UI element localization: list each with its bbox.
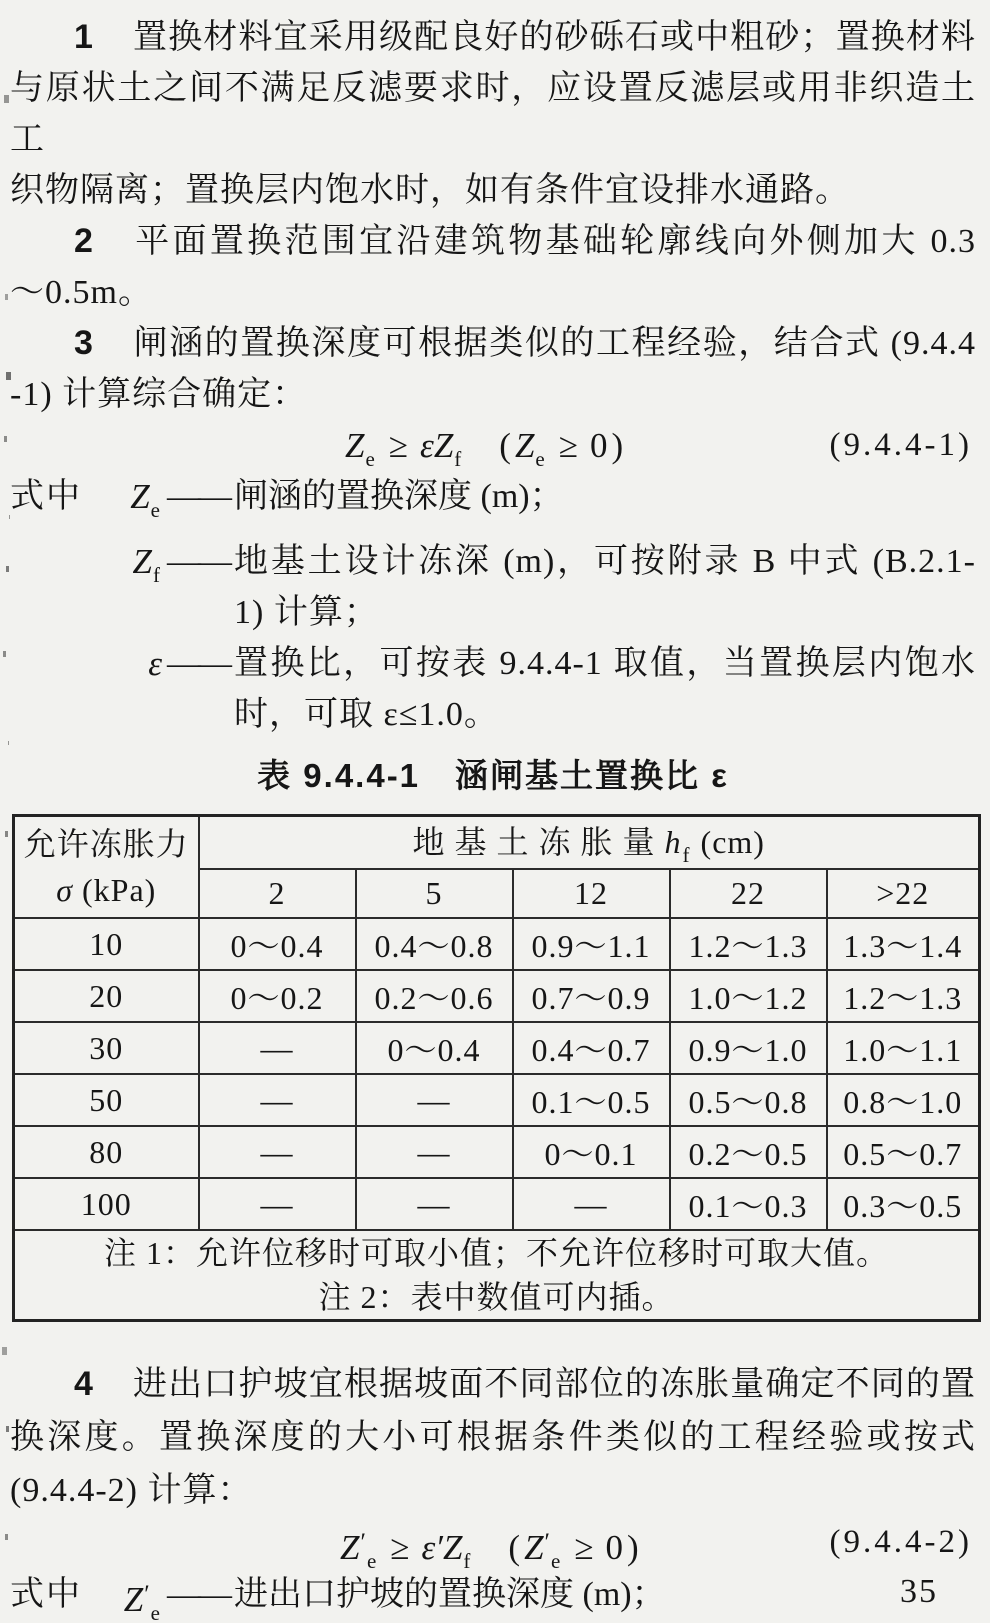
table-notes-row — [14, 1230, 980, 1321]
body-line — [10, 12, 976, 63]
table-header-row-1 — [14, 816, 980, 870]
body-line: ～0.5m。 — [10, 274, 153, 311]
table-row — [14, 970, 980, 1022]
clause-number: 3 — [74, 324, 93, 362]
table-cell: — — [356, 1178, 513, 1230]
definition-text: 地基土设计冻深 (m)，可按附录 B 中式 (B.2.1- 1) 计算； — [234, 543, 976, 631]
paragraph-1 — [10, 12, 976, 216]
column-header-hf: 地 基 土 冻 胀 量 $h_f$ (cm) — [199, 816, 980, 870]
clause-number: 2 — [74, 222, 93, 260]
table-cell: 0.7～0.9 — [513, 970, 670, 1022]
column-header: 2 — [199, 869, 356, 918]
table-cell: — — [199, 1178, 356, 1230]
table-cell: 0.5～0.8 — [670, 1074, 827, 1126]
table-cell: — — [356, 1126, 513, 1178]
paragraph-2 — [10, 216, 976, 318]
symbol-zf: $Z_f$ — [132, 542, 160, 587]
row-header-sigma: 80 — [14, 1126, 199, 1178]
table-cell: 0～0.4 — [199, 918, 356, 970]
symbol-epsilon: ε — [148, 644, 162, 683]
body-line — [10, 216, 976, 267]
table-cell: 0.2～0.6 — [356, 970, 513, 1022]
definition-dash: —— — [167, 645, 229, 682]
table-cell: — — [199, 1074, 356, 1126]
body-line: 织物隔离；置换层内饱水时，如有条件宜设排水通路。 — [10, 172, 850, 209]
column-header-sigma: 允许冻胀力 σ (kPa) — [14, 816, 199, 919]
body-line: 与原状土之间不满足反滤要求时，应设置反滤层或用非织造土工 — [10, 70, 976, 158]
table-cell: 1.2～1.3 — [827, 970, 980, 1022]
table-cell: 0.4～0.7 — [513, 1022, 670, 1074]
table-cell: 0.5～0.7 — [827, 1126, 980, 1178]
note-line: 注 2：表中数值可内插。 — [318, 1279, 675, 1315]
row-header-sigma: 10 — [14, 918, 199, 970]
where-label: 式中 — [10, 1576, 82, 1613]
where-clause-1 — [10, 471, 976, 740]
row-header-sigma: 50 — [14, 1074, 199, 1126]
table-cell: 0.8～1.0 — [827, 1074, 980, 1126]
table-cell: — — [356, 1074, 513, 1126]
formula-label: (9.4.4-1) — [829, 427, 972, 463]
definition-text: 闸涵的置换深度 (m)； — [234, 478, 564, 515]
table-cell: 0.9～1.1 — [513, 918, 670, 970]
table-cell: 0.1～0.5 — [513, 1074, 670, 1126]
column-header: 5 — [356, 869, 513, 918]
symbol-zep: $Z'_e$ — [123, 1580, 160, 1623]
paragraph-4 — [10, 1358, 976, 1517]
formula-2 — [10, 1517, 976, 1573]
column-header: 12 — [513, 869, 670, 918]
table-row — [14, 918, 980, 970]
symbol-ze: $Z_e$ — [130, 477, 160, 522]
clause-number: 1 — [74, 18, 93, 56]
body-line — [10, 318, 976, 369]
definition-dash: —— — [167, 1576, 229, 1613]
table-cell: 1.0～1.1 — [827, 1022, 980, 1074]
table-cell: 0.9～1.0 — [670, 1022, 827, 1074]
body-text: 平面置换范围宜沿建筑物基础轮廓线向外侧加大 0.3 — [132, 223, 976, 260]
body-text: 闸涵的置换深度可根据类似的工程经验，结合式 (9.4.4 — [132, 325, 976, 362]
table-row — [14, 1178, 980, 1230]
body-text: 进出口护坡宜根据坡面不同部位的冻胀量确定不同的置 — [132, 1366, 976, 1403]
table-cell: 0～0.4 — [356, 1022, 513, 1074]
table-cell: 0～0.1 — [513, 1126, 670, 1178]
formula-1-expression: $Z_e \ge \varepsilon Z_f$ ( $Z_e \ge 0$ ) — [345, 426, 624, 471]
table-cell: 1.2～1.3 — [670, 918, 827, 970]
table-cell: — — [199, 1126, 356, 1178]
page-number: 35 — [900, 1573, 938, 1610]
table-cell: 0.3～0.5 — [827, 1178, 980, 1230]
body-text: 置换材料宜采用级配良好的砂砾石或中粗砂；置换材料 — [132, 19, 976, 56]
clause-number: 4 — [74, 1365, 93, 1403]
column-header: >22 — [827, 869, 980, 918]
definition-dash: —— — [167, 543, 229, 580]
scan-noise — [4, 95, 9, 103]
table-cell: — — [199, 1022, 356, 1074]
definition-dash: —— — [167, 478, 229, 515]
table-cell: 0.1～0.3 — [670, 1178, 827, 1230]
definition-text: 置换比，可按表 9.4.4-1 取值，当置换层内饱水 时，可取 ε≤1.0。 — [234, 645, 976, 733]
table-9-4-4-1 — [12, 814, 981, 1322]
table-cell: 1.3～1.4 — [827, 918, 980, 970]
definition-zf — [10, 536, 976, 638]
table-cell: 0.4～0.8 — [356, 918, 513, 970]
formula-label: (9.4.4-2) — [829, 1524, 972, 1560]
where-label: 式中 — [10, 478, 82, 515]
body-line: -1) 计算综合确定： — [10, 376, 308, 413]
table-notes — [14, 1230, 980, 1321]
body-line: 换深度。置换深度的大小可根据条件类似的工程经验或按式 — [10, 1419, 976, 1456]
body-line — [10, 1358, 976, 1411]
row-header-sigma: 30 — [14, 1022, 199, 1074]
table-cell: 1.0～1.2 — [670, 970, 827, 1022]
table-row — [14, 1126, 980, 1178]
table-cell: 0.2～0.5 — [670, 1126, 827, 1178]
table-cell: 0～0.2 — [199, 970, 356, 1022]
paragraph-3 — [10, 318, 976, 420]
formula-2-expression: $Z'_e \ge \varepsilon'Z_f$ ( $Z'_e \ge 0$ ) — [340, 1528, 639, 1573]
column-header: 22 — [670, 869, 827, 918]
definition-epsilon — [10, 638, 976, 740]
row-header-sigma: 100 — [14, 1178, 199, 1230]
definition-text: 进出口护坡的置换深度 (m)； — [234, 1576, 666, 1613]
body-line: (9.4.4-2) 计算： — [10, 1472, 253, 1509]
table-cell: — — [513, 1178, 670, 1230]
note-line: 注 1：允许位移时可取小值；不允许位移时可取大值。 — [103, 1235, 889, 1271]
table-row — [14, 1022, 980, 1074]
table-title: 表 9.4.4-1 涵闸基土置换比 ε — [257, 757, 729, 794]
formula-1 — [10, 420, 976, 471]
row-header-sigma: 20 — [14, 970, 199, 1022]
table-row — [14, 1074, 980, 1126]
